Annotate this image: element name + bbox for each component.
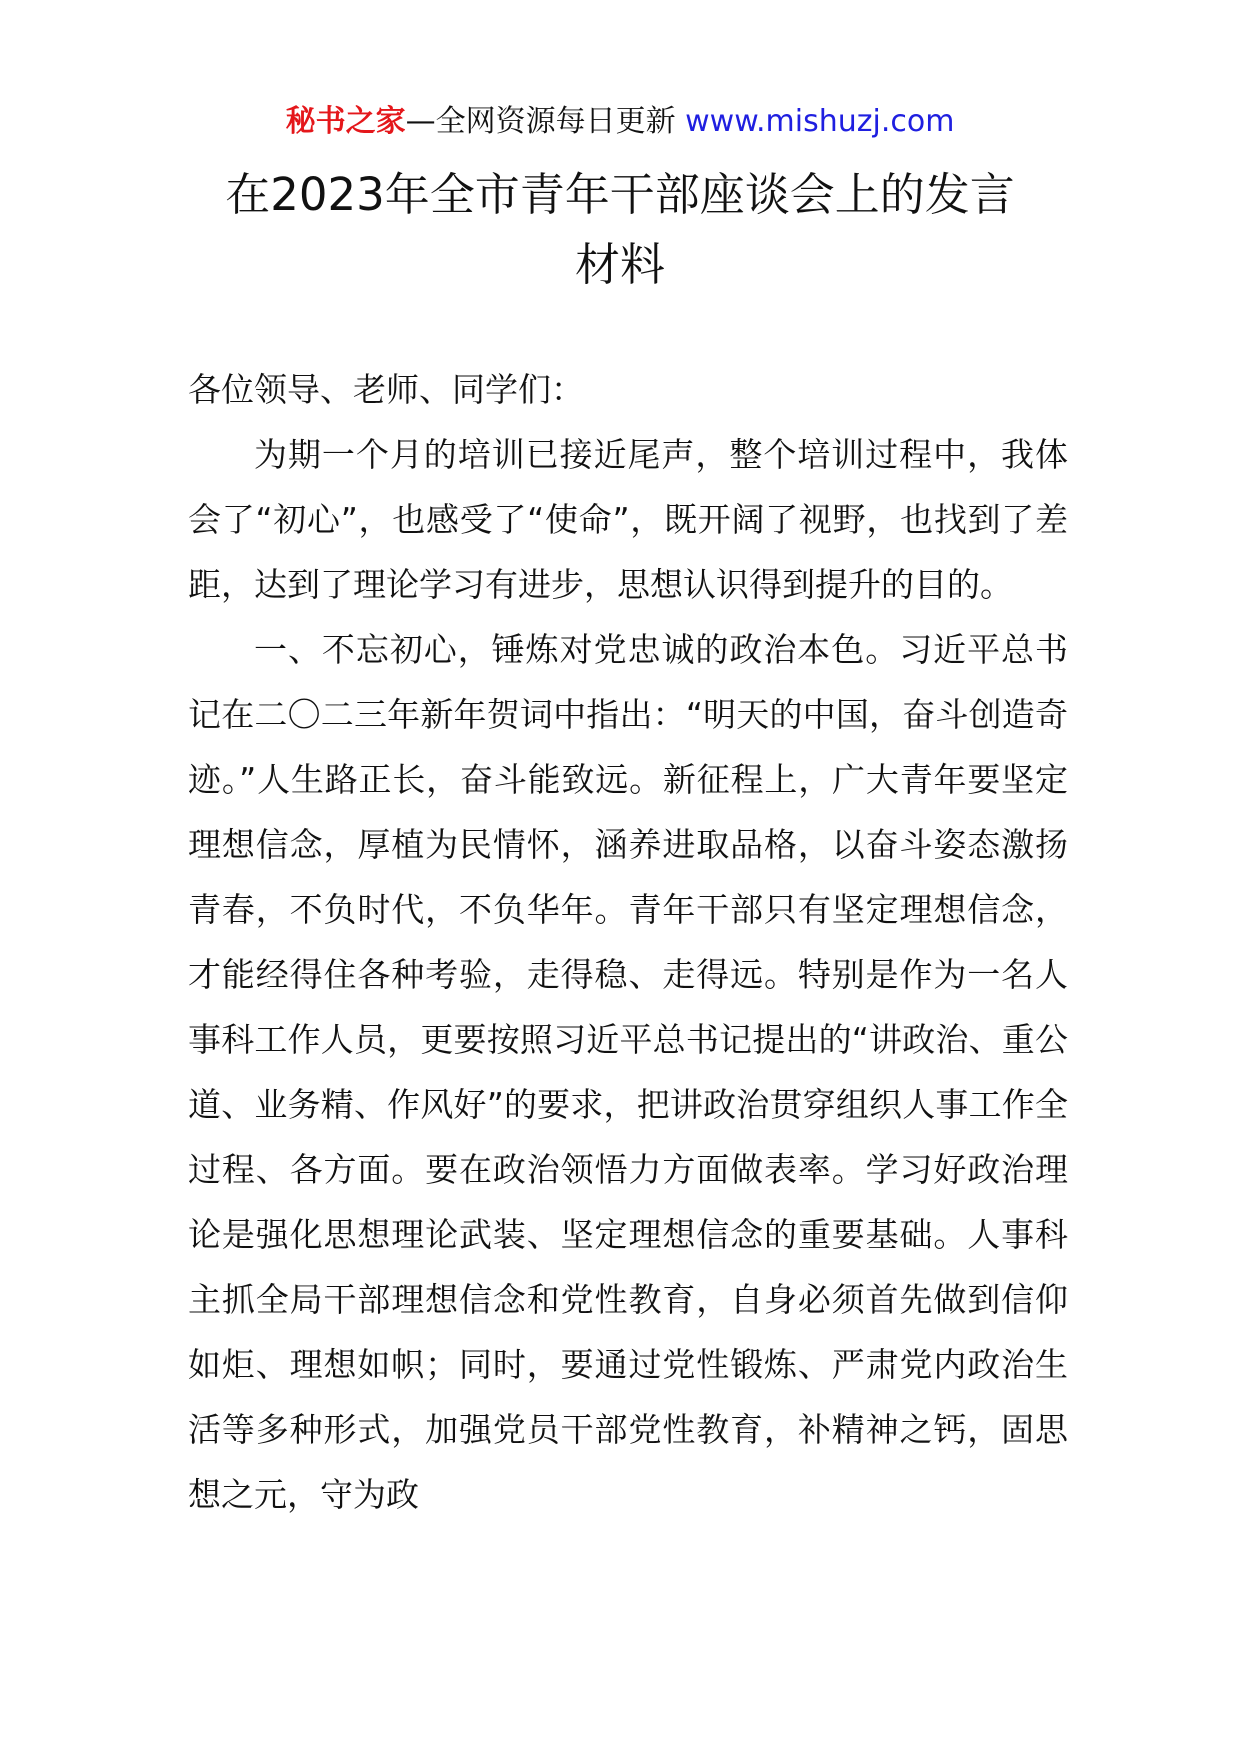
title-line-2: 材料 (574, 238, 665, 291)
paragraph-intro: 为期一个月的培训已接近尾声，整个培训过程中，我体会了“初心”，也感受了“使命”，既开阔了视野，也找到了差距，达到了理论学习有进步，思想认识得到提升的目的。 (188, 435, 1068, 604)
salutation: 各位领导、老师、同学们： (188, 370, 584, 409)
document-title (170, 160, 1070, 300)
site-url: www.mishuzj.com (685, 104, 955, 139)
header-tagline: —全网资源每日更新 (405, 104, 676, 139)
site-header (0, 102, 1240, 142)
section-1-heading: 一、不忘初心，锤炼对党忠诚的政治本色。 (254, 630, 900, 669)
brand-name: 秘书之家 (285, 104, 406, 139)
document-body (188, 357, 1068, 1527)
title-line-1: 在2023年全市青年干部座谈会上的发言 (225, 168, 1015, 221)
paragraph-section-1 (188, 617, 1068, 1527)
section-1-body: 习近平总书记在二〇二三年新年贺词中指出：“明天的中国，奋斗创造奇迹。”人生路正长，奋斗能致远。新征程上，广大青年要坚定理想信念，厚植为民情怀，涵养进取品格，以奋斗姿态激扬青春，不负时代，不负华年。青年干部只有坚定理想信念，才能经得住各种考验，走得稳、走得远。特别是作为一名人事科工作人员，更要按照习近平总书记提出的“讲政治、重公道、业务精、作风好”的要求，把讲政治贯穿组织人事工作全过程、各方面。要在政治领悟力方面做表率。学习好政治理论是强化思想理论武装、坚定理想信念的重要基础。人事科主抓全局干部理想信念和党性教育，自身必须首先做到信仰如炬、理想如帜；同时，要通过党性锻炼、严肃党内政治生活等多种形式，加强党员干部党性教育，补精神之钙，固思想之元，守为政 (188, 630, 1069, 1514)
